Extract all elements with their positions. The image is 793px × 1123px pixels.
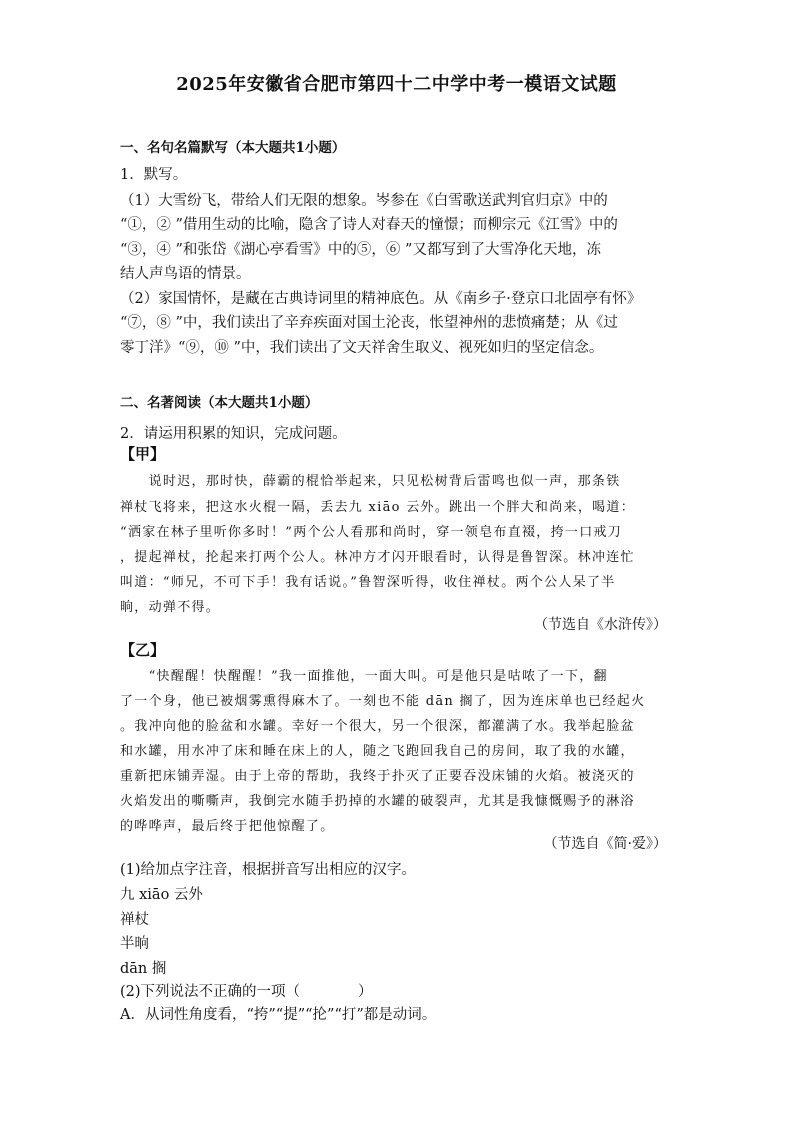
q1-line-6: “⑦，⑧ ”中，我们读出了辛弃疾面对国土沦丧，怅望神州的悲愤痛楚；从《过 (120, 315, 618, 331)
yi-line-2: 了一个身，他已被烟雾熏得麻木了。一刻也不能 dān 搁了，因为连床单也已经起火 (120, 694, 646, 709)
sub1-item-1: 九 xiāo 云外 (120, 887, 203, 903)
yi-source: （节选自《简·爱》） (543, 836, 667, 852)
section2-heading: 二、名著阅读（本大题共1小题） (120, 395, 319, 411)
q1-line-7: 零丁洋》“⑨，⑩ ”中，我们读出了文天祥舍生取义、视死如归的坚定信念。 (120, 340, 604, 356)
jia-line-6: 晌，动弹不得。 (120, 600, 221, 615)
sub1-item-3: 半晌 (120, 936, 149, 952)
jia-source: （节选自《水浒传》） (534, 617, 667, 633)
option-a: A．从词性角度看，“挎”“提”“抡”“打”都是动词。 (120, 1007, 437, 1023)
q1-line-4: 结人声鸟语的情景。 (120, 266, 251, 282)
jia-line-1: 说时迟，那时快，薛霸的棍恰举起来，只见松树背后雷鸣也似一声，那条铁 (120, 474, 621, 489)
yi-line-3: 。我冲向他的脸盆和水罐。幸好一个很大，另一个很深，都灌满了水。我举起脸盆 (120, 719, 635, 734)
q1-line-5: （2）家国情怀，是藏在古典诗词里的精神底色。从《南乡子·登京口北固亭有怀》 (120, 291, 642, 307)
sub-question-1: (1)给加点字注音，根据拼音写出相应的汉字。 (120, 862, 417, 878)
yi-line-4: 和水罐，用水冲了床和睡在床上的人，随之飞跑回我自己的房间，取了我的水罐， (120, 744, 635, 759)
jia-line-2: 禅杖飞将来，把这水火棍一隔，丢去九 xiāo 云外。跳出一个胖大和尚来，喝道： (120, 500, 636, 515)
sub-question-2: (2)下列说法不正确的一项（ ） (120, 984, 373, 1000)
excerpt-jia-label: 【甲】 (120, 445, 166, 463)
jia-line-5: 叫道：“师兄，不可下手！我有话说。”鲁智深听得，收住禅杖。两个公人呆了半 (120, 575, 616, 590)
page-title: 2025年安徽省合肥市第四十二中学中考一模语文试题 (176, 74, 617, 95)
q1-line-2: “①，② ”借用生动的比喻，隐含了诗人对春天的憧憬；而柳宗元《江雪》中的 (120, 217, 618, 233)
yi-line-7: 的哗哗声，最后终于把他惊醒了。 (120, 819, 335, 834)
q2-number: 2．请运用积累的知识，完成问题。 (120, 426, 347, 442)
yi-line-5: 重新把床铺弄湿。由于上帝的帮助，我终于扑灭了正要吞没床铺的火焰。被浇灭的 (120, 769, 635, 784)
q1-number: 1．默写。 (120, 167, 188, 183)
excerpt-yi-label: 【乙】 (120, 641, 166, 659)
q1-line-1: （1）大雪纷飞，带给人们无限的想象。岑参在《白雪歌送武判官归京》中的 (120, 193, 608, 209)
sub1-item-4: dān 搁 (120, 961, 167, 977)
q1-line-3: “③，④ ”和张岱《湖心亭看雪》中的⑤，⑥ ”又都写到了大雪净化天地，冻 (120, 242, 601, 258)
section1-heading: 一、名句名篇默写（本大题共1小题） (120, 140, 346, 156)
jia-line-3: “洒家在林子里听你多时！”两个公人看那和尚时，穿一领皂布直裰，挎一口戒刀 (120, 525, 623, 540)
jia-line-4: ，提起禅杖，抡起来打两个公人。林冲方才闪开眼看时，认得是鲁智深。林冲连忙 (120, 550, 635, 565)
sub1-item-2: 禅杖 (120, 912, 149, 928)
yi-line-1: “快醒醒！快醒醒！”我一面推他，一面大叫。可是他只是咕哝了一下，翻 (120, 669, 608, 684)
yi-line-6: 火焰发出的嘶嘶声，我倒完水随手扔掉的水罐的破裂声，尤其是我慷慨赐予的淋浴 (120, 794, 635, 809)
